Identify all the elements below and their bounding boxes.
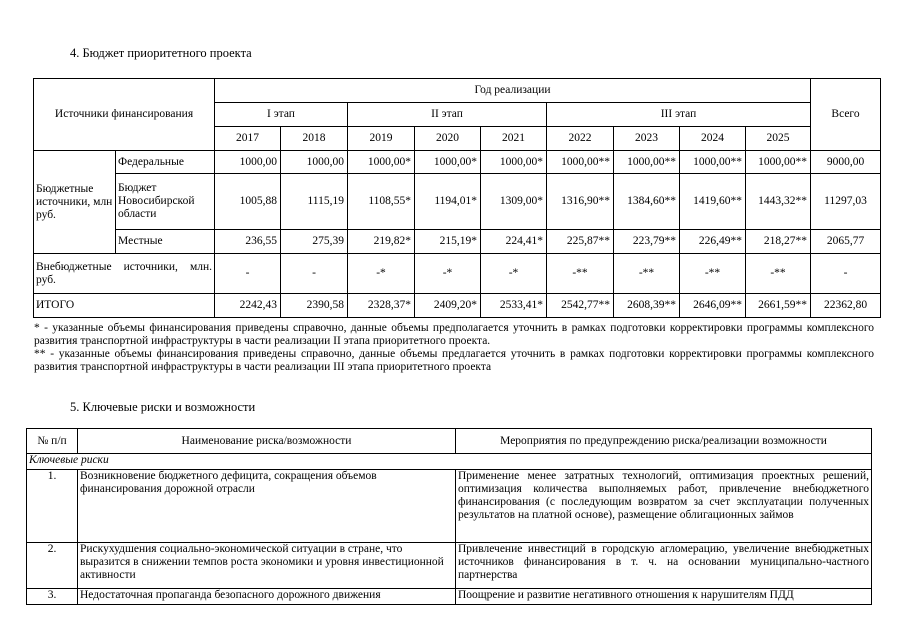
table-cell: 2409,20* [415, 294, 481, 318]
risk-name: Рискухудшения социально-экономической ситуации в стране, что выразится в снижении темпов роста экономики и уровня инвестиционной активности [78, 543, 456, 589]
risk-num: 1. [27, 470, 78, 543]
num-header: № п/п [27, 429, 78, 454]
table-row [27, 543, 872, 589]
itogo-label: ИТОГО [34, 294, 215, 318]
row-total: 22362,80 [811, 294, 881, 318]
table-cell: -* [481, 254, 547, 294]
row-total: 11297,03 [811, 174, 881, 230]
stage-1-header: I этап [215, 103, 348, 127]
risk-num: 2. [27, 543, 78, 589]
table-cell: -** [614, 254, 680, 294]
risk-measures: Поощрение и развитие негативного отношения к нарушителям ПДД [456, 589, 872, 605]
table-cell: 225,87** [547, 230, 614, 254]
table-row [27, 589, 872, 605]
budget-table [33, 78, 881, 318]
table-cell: 1000,00 [281, 151, 348, 174]
table-row [34, 294, 881, 318]
table-cell: -** [680, 254, 746, 294]
row-total: 9000,00 [811, 151, 881, 174]
table-cell: -* [348, 254, 415, 294]
risk-num: 3. [27, 589, 78, 605]
table-cell: - [281, 254, 348, 294]
row-label: Внебюджетные источники, млн. руб. [34, 254, 215, 294]
risks-table [26, 428, 872, 605]
budget-group-label: Бюджетные источники, млн руб. [34, 151, 116, 254]
table-cell: -** [547, 254, 614, 294]
footnote: ** - указанные объемы финансирования приведены справочно, данные объемы предлагается уточнить в рамках подготовки корректировки программы комплексного развития транспортной инфраструктуры в части реализации III этапа приоритетного проекта [34, 348, 874, 373]
year-group-header: Год реализации [215, 79, 811, 103]
table-cell: 1005,88 [215, 174, 281, 230]
row-label: Федеральные [116, 151, 215, 174]
table-cell: -** [746, 254, 811, 294]
table-cell: 2390,58 [281, 294, 348, 318]
stage-2-header: II этап [348, 103, 547, 127]
table-cell: 218,27** [746, 230, 811, 254]
budget-section-title: 4. Бюджет приоритетного проекта [70, 46, 252, 60]
table-cell: - [215, 254, 281, 294]
year-header: 2019 [348, 127, 415, 151]
table-cell: 1419,60** [680, 174, 746, 230]
row-label: Бюджет Новосибирской области [116, 174, 215, 230]
table-cell: 1000,00** [547, 151, 614, 174]
risk-measures: Применение менее затратных технологий, оптимизация проектных решений, оптимизация количества выполняемых работ, привлечение внебюджетного финансирования (с последующим возвратом за счет эксплуатации полученных результатов на платной основе), размещение облигационных займов [456, 470, 872, 543]
risk-name: Возникновение бюджетного дефицита, сокращения объемов финансирования дорожной отрасли [78, 470, 456, 543]
table-cell: 1316,90** [547, 174, 614, 230]
measures-header: Мероприятия по предупреждению риска/реализации возможности [456, 429, 872, 454]
risk-measures: Привлечение инвестиций в городскую агломерацию, увеличение внебюджетных источников финансирования в т. ч. на основании муниципально-частного партнерства [456, 543, 872, 589]
year-header: 2025 [746, 127, 811, 151]
table-cell: 2328,37* [348, 294, 415, 318]
table-cell: 1115,19 [281, 174, 348, 230]
table-cell: 1000,00* [415, 151, 481, 174]
footnote: * - указанные объемы финансирования приведены справочно, данные объемы предполагается уточнить в рамках подготовки корректировки программы комплексного развития транспортной инфраструктуры в части реализации II этапа приоритетного проекта. [34, 322, 874, 347]
table-cell: 1000,00** [614, 151, 680, 174]
total-header: Всего [811, 79, 881, 151]
risk-name: Недостаточная пропаганда безопасного дорожного движения [78, 589, 456, 605]
sources-header: Источники финансирования [34, 79, 215, 151]
table-cell: 1000,00* [348, 151, 415, 174]
table-cell: 2608,39** [614, 294, 680, 318]
table-row [34, 254, 881, 294]
year-header: 2020 [415, 127, 481, 151]
table-row [34, 174, 881, 230]
table-cell: 2242,43 [215, 294, 281, 318]
table-cell: 275,39 [281, 230, 348, 254]
table-row [34, 230, 881, 254]
table-cell: 1309,00* [481, 174, 547, 230]
table-cell: 2661,59** [746, 294, 811, 318]
risks-section-title: 5. Ключевые риски и возможности [70, 400, 256, 414]
table-row [27, 470, 872, 543]
table-cell: 2533,41* [481, 294, 547, 318]
table-row [34, 151, 881, 174]
table-cell: 1000,00** [680, 151, 746, 174]
table-cell: 219,82* [348, 230, 415, 254]
table-cell: 215,19* [415, 230, 481, 254]
table-cell: 1443,32** [746, 174, 811, 230]
table-cell: -* [415, 254, 481, 294]
table-cell: 2542,77** [547, 294, 614, 318]
year-header: 2023 [614, 127, 680, 151]
risks-group-label: Ключевые риски [27, 454, 872, 470]
table-cell: 224,41* [481, 230, 547, 254]
budget-footnotes [34, 322, 874, 374]
table-cell: 226,49** [680, 230, 746, 254]
row-label: Местные [116, 230, 215, 254]
year-header: 2017 [215, 127, 281, 151]
table-cell: 236,55 [215, 230, 281, 254]
row-total: - [811, 254, 881, 294]
table-cell: 2646,09** [680, 294, 746, 318]
year-header: 2024 [680, 127, 746, 151]
table-cell: 1108,55* [348, 174, 415, 230]
year-header: 2018 [281, 127, 348, 151]
table-cell: 223,79** [614, 230, 680, 254]
table-cell: 1384,60** [614, 174, 680, 230]
year-header: 2022 [547, 127, 614, 151]
table-cell: 1000,00** [746, 151, 811, 174]
stage-3-header: III этап [547, 103, 811, 127]
name-header: Наименование риска/возможности [78, 429, 456, 454]
row-total: 2065,77 [811, 230, 881, 254]
table-cell: 1000,00* [481, 151, 547, 174]
table-cell: 1000,00 [215, 151, 281, 174]
table-cell: 1194,01* [415, 174, 481, 230]
year-header: 2021 [481, 127, 547, 151]
